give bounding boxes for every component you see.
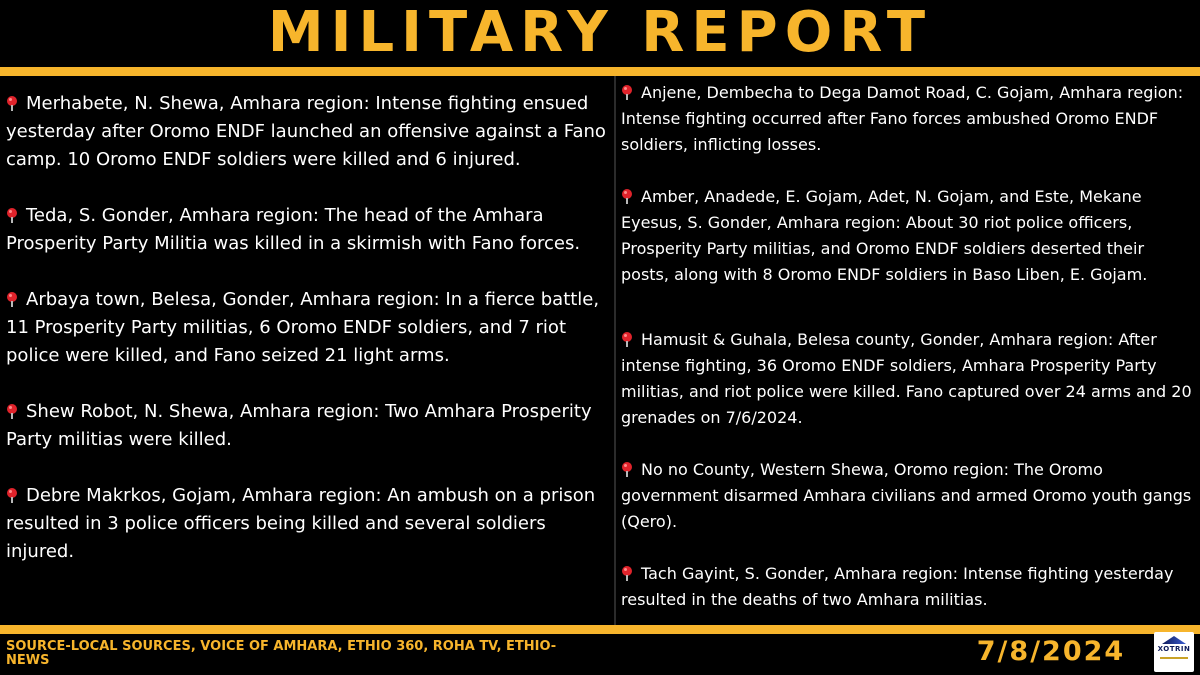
pushpin-icon: [621, 462, 633, 476]
pushpin-icon: [6, 96, 18, 110]
report-date: 7/8/2024: [976, 636, 1126, 667]
pushpin-icon: [621, 332, 633, 346]
brand-logo: [1154, 632, 1194, 672]
report-text: No no County, Western Shewa, Oromo region: The Oromo government disarmed Amhara civilians and armed Oromo youth gangs (Qero).: [621, 460, 1192, 531]
pushpin-icon: [6, 488, 18, 502]
report-item: [6, 286, 606, 370]
report-item: [621, 80, 1193, 158]
report-text: Merhabete, N. Shewa, Amhara region: Intense fighting ensued yesterday after Oromo ENDF launched an offensive against a Fano camp. 10 Oromo ENDF soldiers were killed and 6 injured.: [6, 93, 606, 170]
report-item: [6, 398, 606, 454]
report-text: Amber, Anadede, E. Gojam, Adet, N. Gojam, and Este, Mekane Eyesus, S. Gonder, Amhara region: About 30 riot police officers, Prosperity Party militias, and Oromo ENDF soldiers deserted their posts, along with 8 Oromo ENDF soldiers in Baso Liben, E. Gojam.: [621, 187, 1148, 284]
column-divider: [614, 76, 616, 625]
report-text: Anjene, Dembecha to Dega Damot Road, C. Gojam, Amhara region: Intense fighting occurred after Fano forces ambushed Oromo ENDF soldiers, inflicting losses.: [621, 83, 1184, 154]
logo-bar: [1160, 657, 1188, 659]
pushpin-icon: [621, 189, 633, 203]
pushpin-icon: [6, 292, 18, 306]
report-text: Teda, S. Gonder, Amhara region: The head of the Amhara Prosperity Party Militia was killed in a skirmish with Fano forces.: [6, 205, 581, 254]
report-item: [621, 561, 1193, 613]
logo-mark-icon: [1162, 636, 1186, 644]
pushpin-icon: [621, 566, 633, 580]
pushpin-icon: [621, 85, 633, 99]
report-text: Shew Robot, N. Shewa, Amhara region: Two Amhara Prosperity Party militias were killed.: [6, 401, 592, 450]
report-item: [6, 90, 606, 174]
left-report-column: [6, 80, 606, 594]
report-item: [621, 457, 1193, 535]
report-text: Tach Gayint, S. Gonder, Amhara region: Intense fighting yesterday resulted in the deaths of two Amhara militias.: [621, 564, 1174, 609]
report-item: [621, 184, 1193, 288]
report-text: Arbaya town, Belesa, Gonder, Amhara region: In a fierce battle, 11 Prosperity Party militias, 6 Oromo ENDF soldiers, and 7 riot police were killed, and Fano seized 21 light arms.: [6, 289, 600, 366]
bottom-divider-bar: [0, 625, 1200, 634]
report-item: [621, 327, 1193, 431]
logo-text: XOTRIN: [1157, 645, 1191, 653]
pushpin-icon: [6, 404, 18, 418]
report-item: [6, 202, 606, 258]
pushpin-icon: [6, 208, 18, 222]
page-title: MILITARY REPORT: [267, 0, 933, 65]
report-text: Debre Makrkos, Gojam, Amhara region: An ambush on a prison resulted in 3 police officers being killed and several soldiers injured.: [6, 485, 596, 562]
report-item: [6, 482, 606, 566]
right-report-column: [621, 80, 1193, 639]
top-divider-bar: [0, 67, 1200, 76]
source-credits: SOURCE-LOCAL SOURCES, VOICE OF AMHARA, ETHIO 360, ROHA TV, ETHIO-NEWS: [6, 639, 557, 668]
report-text: Hamusit & Guhala, Belesa county, Gonder, Amhara region: After intense fighting, 36 Oromo ENDF soldiers, Amhara Prosperity Party militias, and riot police were killed. Fano captured over 24 arms and 20 grenades on 7/6/2024.: [621, 330, 1192, 427]
